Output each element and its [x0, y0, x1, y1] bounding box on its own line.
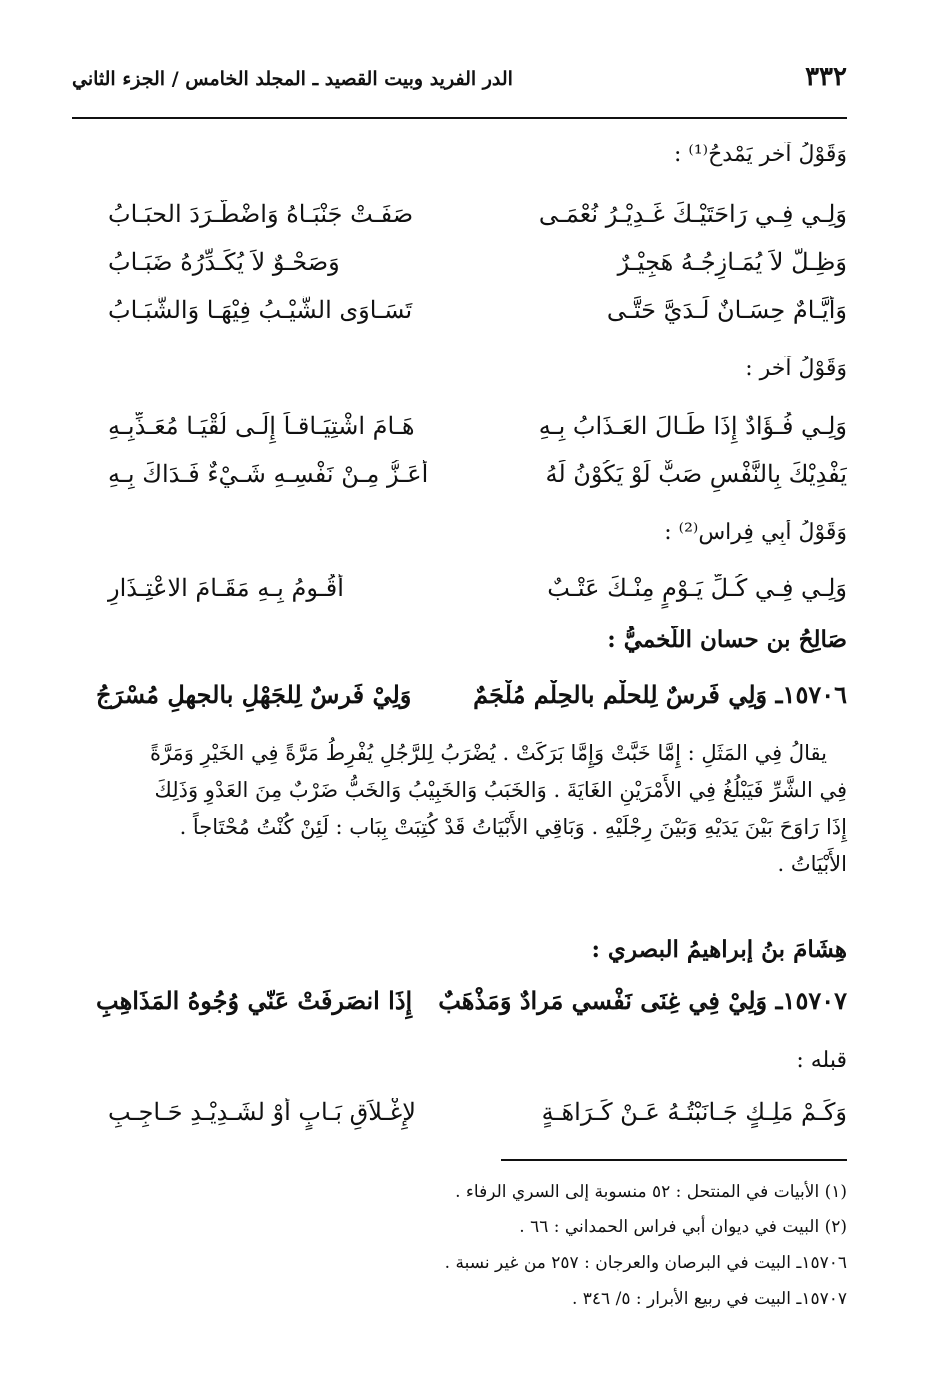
verse-first-text: وَلِيْ فِي غِنَى نَفْسي مَرادٌ وَمَذْهَبٌ: [438, 986, 768, 1015]
footnote: (٢) البيت في ديوان أبي فراس الحمداني : ٦٦ .: [519, 1217, 847, 1237]
page-header: [72, 62, 847, 106]
footnote: ١٥٧٠٧ـ البيت في ربيع الأبرار : ٥/ ٣٤٦ .: [571, 1289, 847, 1309]
verse-second-hemistich: أَعَـزُّ مِـنْ نَفْسِـهِ شَـيْءٌ فَـدَاكَ بِـهِ: [108, 460, 429, 488]
verse-second-hemistich: لإِغْـلاَقِ بَـابٍ أَوْ لشَـدِيْـدِ حَـاجِـبِ: [108, 1098, 416, 1126]
poet-heading: صَالِحُ بن حسان اللَّخميُّ :: [607, 626, 847, 653]
verse-line: [72, 296, 847, 336]
commentary-line: إِذَا رَاوَحَ بَيْنَ يَدَيْهِ وَبَيْنَ رِجْلَيْهِ . وَبَاقِي الأَبْيَاتُ قَدْ كُتِبَتْ بِبَاب : لَئِنْ كُنْتُ مُحْتَاجاً .: [179, 815, 847, 839]
verse-second-hemistich: صَفَـتْ جَنْبَـاهُ وَاضْطَّـرَدَ الحبَـابُ: [108, 200, 414, 228]
verse-first-text: وَلِي فَرسٌ لِلحلْم بالحِلْم مُلْجَمٌ: [473, 680, 768, 709]
verse-first-hemistich: وَلِـي فُـؤَادٌ إِذَا طَـالَ العَـذَابُ بِـهِ: [538, 412, 847, 440]
verse-second-hemistich: هَـامَ اشْتِيَـاقـاً إِلَـى لُقْيَـا مُعَـذِّبِـهِ: [108, 412, 415, 440]
before-label: قبله :: [796, 1048, 847, 1073]
footnote-rule: [501, 1159, 847, 1161]
verse-second-hemistich: أَقُـومُ بِـهِ مَقَـامَ الاعْتِـذَارِ: [108, 574, 344, 602]
commentary-line: الأَبْيَاتُ .: [777, 852, 847, 876]
verse-first-hemistich: [427, 680, 847, 709]
verse-line: [72, 248, 847, 288]
verse-first-hemistich: وَلِـي فِـي كُـلِّ يَـوْمٍ مِنْـكَ عَتْـبٌ: [547, 574, 847, 602]
page-number: ٣٣٢: [805, 62, 847, 92]
verse-second-hemistich: إِذَا انصَرفَتْ عَنّي وُجُوهُ المَذَاهِبِ: [96, 986, 413, 1015]
commentary-line: فِي الشَّرِّ فَيَبْلُغُ فِي الأَمْرَيْنِ الغَايَةَ . وَالخَبَبُ وَالخَبِيْبُ وَالخَبُّ ضَرْبٌ مِنَ العَدْوِ وَذَلِكَ: [154, 778, 847, 802]
verse-line: [72, 200, 847, 240]
verse-line: [72, 574, 847, 614]
verse-second-hemistich: تَسَـاوَى الشَّيْـبُ فِيْهَـا وَالشَّبَـابُ: [108, 296, 413, 324]
numbered-verse: [64, 986, 847, 1026]
verse-second-hemistich: وَصَحْـوٌ لاَ يُكَـدِّرُهُ ضَبَـابُ: [108, 248, 340, 276]
intro-line: وَقَوْلُ أَبِي فِراسٍ⁽²⁾ :: [664, 520, 847, 545]
verse-first-hemistich: [427, 986, 847, 1015]
verse-line: [72, 460, 847, 500]
verse-first-hemistich: وَكَـمْ مَلِـكٍ جَـانَبْتُـهُ عَـنْ كَـرَاهَـةٍ: [541, 1098, 847, 1126]
verse-first-hemistich: وَظِـلٌّ لاَ يُمَـازِجُـهُ هَجِيْـرٌ: [617, 248, 847, 276]
poet-heading: هِشَامَ بنُ إبراهيمُ البصري :: [591, 936, 847, 963]
running-title: الدر الفريد وبيت القصيد ـ المجلد الخامس / الجزء الثاني: [72, 68, 513, 90]
verse-first-hemistich: وَلِـي فِـي رَاحَتَيْـكَ غَـدِيْـرُ نُعْمَـى: [538, 200, 847, 228]
commentary-paragraph: [72, 735, 847, 883]
verse-line: [72, 1098, 847, 1138]
intro-line: وَقَوْلُ آخر يَمْدحُ⁽¹⁾ :: [674, 142, 847, 167]
verse-number: ١٥٧٠٧ـ: [775, 986, 847, 1015]
verse-line: [72, 412, 847, 452]
verse-number: ١٥٧٠٦ـ: [775, 680, 847, 709]
numbered-verse: [64, 680, 847, 720]
commentary-line: يقالُ فِي المَثَلِ : إِمَّا خَبَّتْ وَإِمَّا بَرَكَتْ . يُضْرَبُ لِلرَّجُلِ يُفْرِطُ مَرَّةً فِي الخَيْرِ وَمَرَّةً: [149, 741, 827, 765]
footnote: (١) الأبيات في المنتحل : ٥٢ منسوبة إلى السري الرفاء .: [455, 1182, 847, 1202]
intro-line: وَقَوْلُ آخر :: [745, 356, 847, 381]
verse-first-hemistich: وَأَيَّـامٌ حِسَـانٌ لَـدَيَّ حَتَّـى: [606, 296, 847, 324]
header-rule: [72, 117, 847, 119]
verse-second-hemistich: وَلِيْ فَرسٌ لِلجَهْلِ بالجهلِ مُسْرَجُ: [96, 680, 412, 709]
verse-first-hemistich: يَفْدِيْكَ بِالنَّفْسِ صَبٌّ لَوْ يَكُوْنُ لَهُ: [545, 460, 847, 488]
footnote: ١٥٧٠٦ـ البيت في البرصان والعرجان : ٢٥٧ من غير نسبة .: [444, 1253, 847, 1273]
